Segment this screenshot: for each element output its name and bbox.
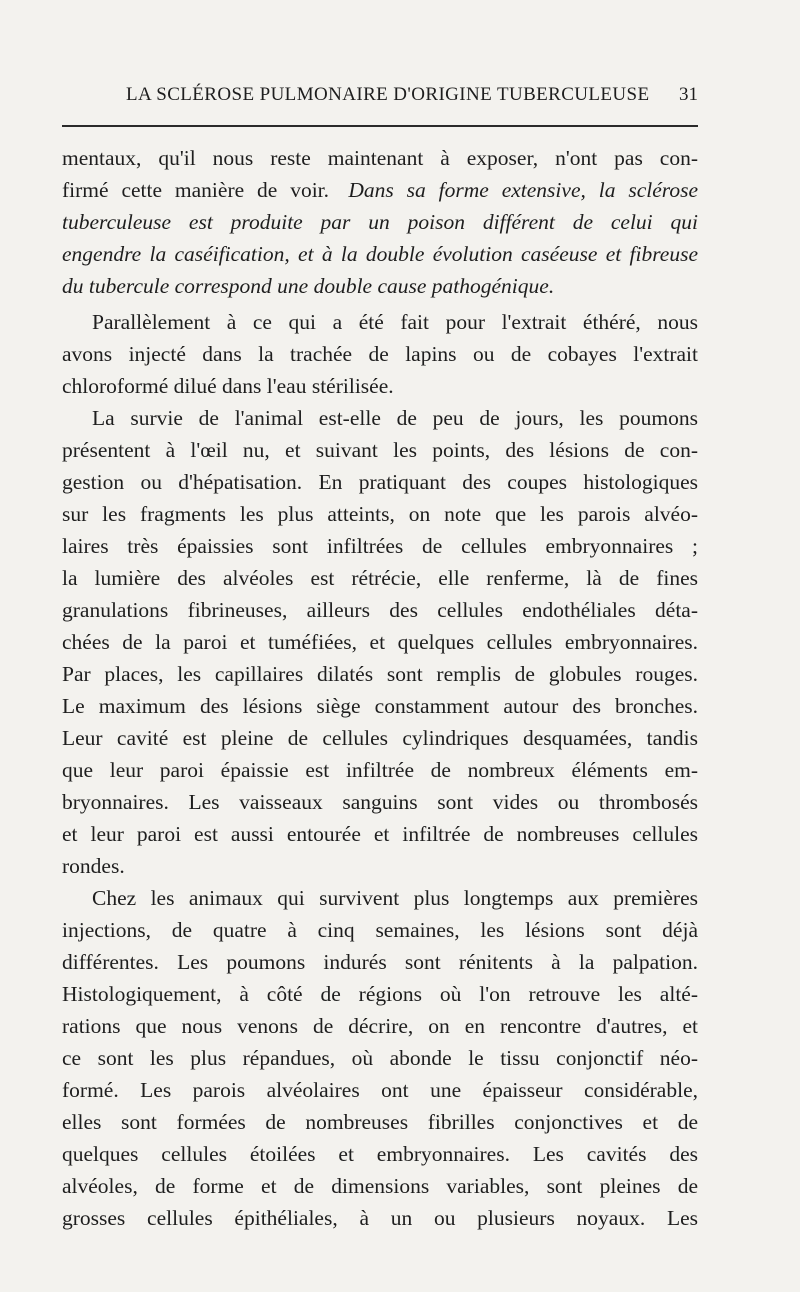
page-number: 31 (679, 84, 698, 105)
text-line (62, 174, 698, 206)
text-line: engendre la caséification, et à la double évolution caséeuse et fibreuse (62, 242, 698, 266)
text-line: que leur paroi épaissie est infiltrée de nombreux éléments em- (62, 758, 698, 782)
text-line: Le maximum des lésions siège constamment autour des bronches. (62, 694, 698, 718)
text-line: Leur cavité est pleine de cellules cylindriques desquamées, tandis (62, 726, 698, 750)
text-line: elles sont formées de nombreuses fibrilles conjonctives et de (62, 1110, 698, 1134)
text-line: gestion ou d'hépatisation. En pratiquant des coupes histologiques (62, 470, 698, 494)
text-line: bryonnaires. Les vaisseaux sanguins sont vides ou thrombosés (62, 790, 698, 814)
text-line: mentaux, qu'il nous reste maintenant à exposer, n'ont pas con- (62, 146, 698, 170)
text-line: Histologiquement, à côté de régions où l'on retrouve les alté- (62, 982, 698, 1006)
running-title: LA SCLÉROSE PULMONAIRE D'ORIGINE TUBERCULEUSE (126, 84, 650, 105)
text-line: présentent à l'œil nu, et suivant les points, des lésions de con- (62, 438, 698, 462)
text-line: Chez les animaux qui survivent plus longtemps aux premières (92, 886, 698, 910)
text-line: chloroformé dilué dans l'eau stérilisée. (62, 374, 394, 398)
text-line: ce sont les plus répandues, où abonde le tissu conjonctif néo- (62, 1046, 698, 1070)
text-line: granulations fibrineuses, ailleurs des cellules endothéliales déta- (62, 598, 698, 622)
text-line: sur les fragments les plus atteints, on note que les parois alvéo- (62, 502, 698, 526)
text-segment-italic: Dans sa forme extensive, la sclérose (348, 178, 699, 202)
text-line: différentes. Les poumons indurés sont rénitents à la palpation. (62, 950, 698, 974)
text-line: la lumière des alvéoles est rétrécie, elle renferme, là de fines (62, 566, 698, 590)
text-line: quelques cellules étoilées et embryonnaires. Les cavités des (62, 1142, 698, 1166)
text-line: La survie de l'animal est-elle de peu de jours, les poumons (92, 406, 698, 430)
text-line: injections, de quatre à cinq semaines, les lésions sont déjà (62, 918, 698, 942)
text-line: alvéoles, de forme et de dimensions variables, sont pleines de (62, 1174, 698, 1198)
text-line: formé. Les parois alvéolaires ont une épaisseur considérable, (62, 1078, 698, 1102)
text-segment: firmé cette manière de voir. (62, 178, 330, 202)
text-line: avons injecté dans la trachée de lapins ou de cobayes l'extrait (62, 342, 698, 366)
text-line: grosses cellules épithéliales, à un ou plusieurs noyaux. Les (62, 1206, 698, 1230)
text-line: rondes. (62, 854, 125, 878)
text-line: Parallèlement à ce qui a été fait pour l'extrait éthéré, nous (92, 310, 698, 334)
text-line: Par places, les capillaires dilatés sont remplis de globules rouges. (62, 662, 698, 686)
text-line: chées de la paroi et tuméfiées, et quelques cellules embryonnaires. (62, 630, 698, 654)
text-line: tuberculeuse est produite par un poison différent de celui qui (62, 210, 698, 234)
header-rule (62, 125, 698, 127)
text-line: laires très épaissies sont infiltrées de cellules embryonnaires ; (62, 534, 698, 558)
text-line: et leur paroi est aussi entourée et infiltrée de nombreuses cellules (62, 822, 698, 846)
text-line: du tubercule correspond une double cause pathogénique. (62, 274, 555, 298)
running-header (62, 84, 698, 112)
text-line: rations que nous venons de décrire, on en rencontre d'autres, et (62, 1014, 698, 1038)
